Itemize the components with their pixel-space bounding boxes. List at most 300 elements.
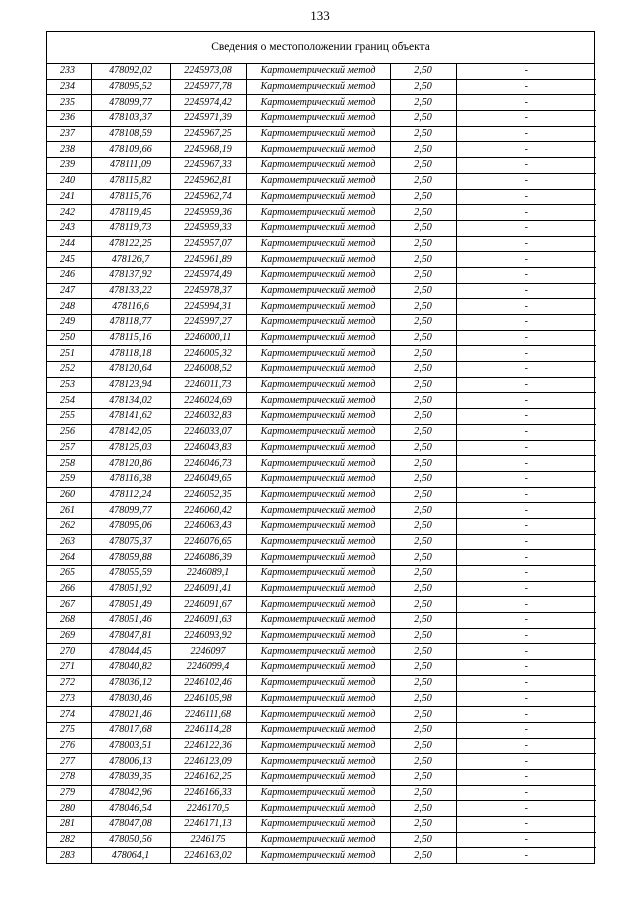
accuracy-cell: 2,50 [390,722,456,738]
point-number-cell: 237 [47,126,91,142]
point-number-cell: 267 [47,597,91,613]
x-coordinate-cell: 478051,49 [91,597,170,613]
accuracy-cell: 2,50 [390,534,456,550]
method-cell: Картометрический метод [246,79,390,95]
method-cell: Картометрический метод [246,817,390,833]
accuracy-cell: 2,50 [390,283,456,299]
point-number-cell: 235 [47,95,91,111]
accuracy-cell: 2,50 [390,173,456,189]
y-coordinate-cell: 2246049,65 [170,471,246,487]
accuracy-cell: 2,50 [390,487,456,503]
method-cell: Картометрический метод [246,95,390,111]
table-row [47,566,596,582]
table-row [47,142,596,158]
table-title: Сведения о местоположении границ объекта [47,32,594,64]
description-cell: - [456,597,596,613]
x-coordinate-cell: 478047,81 [91,628,170,644]
description-cell: - [456,785,596,801]
y-coordinate-cell: 2245957,07 [170,236,246,252]
description-cell: - [456,220,596,236]
accuracy-cell: 2,50 [390,613,456,629]
accuracy-cell: 2,50 [390,644,456,660]
x-coordinate-cell: 478095,52 [91,79,170,95]
y-coordinate-cell: 2246060,42 [170,503,246,519]
accuracy-cell: 2,50 [390,518,456,534]
point-number-cell: 251 [47,346,91,362]
description-cell: - [456,252,596,268]
point-number-cell: 258 [47,456,91,472]
accuracy-cell: 2,50 [390,471,456,487]
table-row [47,267,596,283]
description-cell: - [456,707,596,723]
point-number-cell: 233 [47,64,91,79]
accuracy-cell: 2,50 [390,707,456,723]
description-cell: - [456,126,596,142]
method-cell: Картометрический метод [246,628,390,644]
x-coordinate-cell: 478120,64 [91,362,170,378]
x-coordinate-cell: 478099,77 [91,503,170,519]
method-cell: Картометрический метод [246,785,390,801]
point-number-cell: 255 [47,409,91,425]
y-coordinate-cell: 2246175 [170,832,246,848]
method-cell: Картометрический метод [246,440,390,456]
point-number-cell: 252 [47,362,91,378]
y-coordinate-cell: 2245967,25 [170,126,246,142]
description-cell: - [456,832,596,848]
accuracy-cell: 2,50 [390,566,456,582]
method-cell: Картометрический метод [246,252,390,268]
method-cell: Картометрический метод [246,220,390,236]
accuracy-cell: 2,50 [390,205,456,221]
table-row [47,817,596,833]
point-number-cell: 279 [47,785,91,801]
description-cell: - [456,754,596,770]
method-cell: Картометрический метод [246,330,390,346]
boundary-table-sheet [46,31,595,864]
y-coordinate-cell: 2246008,52 [170,362,246,378]
point-number-cell: 253 [47,377,91,393]
table-row [47,722,596,738]
method-cell: Картометрический метод [246,424,390,440]
description-cell: - [456,79,596,95]
y-coordinate-cell: 2246000,11 [170,330,246,346]
description-cell: - [456,267,596,283]
x-coordinate-cell: 478137,92 [91,267,170,283]
method-cell: Картометрический метод [246,801,390,817]
y-coordinate-cell: 2246032,83 [170,409,246,425]
accuracy-cell: 2,50 [390,440,456,456]
point-number-cell: 260 [47,487,91,503]
point-number-cell: 280 [47,801,91,817]
point-number-cell: 264 [47,550,91,566]
point-number-cell: 276 [47,738,91,754]
point-number-cell: 262 [47,518,91,534]
x-coordinate-cell: 478095,06 [91,518,170,534]
description-cell: - [456,487,596,503]
y-coordinate-cell: 2246076,65 [170,534,246,550]
table-row [47,628,596,644]
y-coordinate-cell: 2245967,33 [170,158,246,174]
table-row [47,220,596,236]
y-coordinate-cell: 2246033,07 [170,424,246,440]
method-cell: Картометрический метод [246,675,390,691]
x-coordinate-cell: 478055,59 [91,566,170,582]
x-coordinate-cell: 478115,16 [91,330,170,346]
point-number-cell: 247 [47,283,91,299]
description-cell: - [456,330,596,346]
x-coordinate-cell: 478142,05 [91,424,170,440]
y-coordinate-cell: 2245997,27 [170,315,246,331]
table-row [47,471,596,487]
y-coordinate-cell: 2246163,02 [170,848,246,863]
method-cell: Картометрический метод [246,315,390,331]
y-coordinate-cell: 2245971,39 [170,111,246,127]
point-number-cell: 277 [47,754,91,770]
method-cell: Картометрический метод [246,346,390,362]
description-cell: - [456,566,596,582]
table-row [47,644,596,660]
method-cell: Картометрический метод [246,189,390,205]
table-row [47,79,596,95]
point-number-cell: 246 [47,267,91,283]
accuracy-cell: 2,50 [390,158,456,174]
y-coordinate-cell: 2246093,92 [170,628,246,644]
table-row [47,848,596,863]
point-number-cell: 269 [47,628,91,644]
y-coordinate-cell: 2246086,39 [170,550,246,566]
accuracy-cell: 2,50 [390,675,456,691]
table-row [47,111,596,127]
description-cell: - [456,424,596,440]
table-row [47,738,596,754]
accuracy-cell: 2,50 [390,597,456,613]
table-row [47,613,596,629]
table-row [47,236,596,252]
method-cell: Картометрический метод [246,267,390,283]
point-number-cell: 266 [47,581,91,597]
accuracy-cell: 2,50 [390,456,456,472]
method-cell: Картометрический метод [246,487,390,503]
accuracy-cell: 2,50 [390,126,456,142]
description-cell: - [456,691,596,707]
description-cell: - [456,440,596,456]
table-row [47,769,596,785]
table-row [47,707,596,723]
x-coordinate-cell: 478051,46 [91,613,170,629]
y-coordinate-cell: 2246114,28 [170,722,246,738]
method-cell: Картометрический метод [246,769,390,785]
accuracy-cell: 2,50 [390,79,456,95]
point-number-cell: 281 [47,817,91,833]
point-number-cell: 283 [47,848,91,863]
y-coordinate-cell: 2246024,69 [170,393,246,409]
x-coordinate-cell: 478126,7 [91,252,170,268]
accuracy-cell: 2,50 [390,142,456,158]
table-row [47,377,596,393]
table-row [47,550,596,566]
point-number-cell: 257 [47,440,91,456]
table-row [47,346,596,362]
y-coordinate-cell: 2246046,73 [170,456,246,472]
accuracy-cell: 2,50 [390,346,456,362]
y-coordinate-cell: 2246099,4 [170,660,246,676]
y-coordinate-cell: 2245959,36 [170,205,246,221]
method-cell: Картометрический метод [246,613,390,629]
x-coordinate-cell: 478064,1 [91,848,170,863]
x-coordinate-cell: 478099,77 [91,95,170,111]
method-cell: Картометрический метод [246,738,390,754]
table-row [47,534,596,550]
table-row [47,409,596,425]
table-row [47,283,596,299]
table-row [47,691,596,707]
x-coordinate-cell: 478044,45 [91,644,170,660]
y-coordinate-cell: 2246171,13 [170,817,246,833]
method-cell: Картометрический метод [246,111,390,127]
method-cell: Картометрический метод [246,691,390,707]
y-coordinate-cell: 2246097 [170,644,246,660]
table-row [47,440,596,456]
accuracy-cell: 2,50 [390,220,456,236]
point-number-cell: 238 [47,142,91,158]
x-coordinate-cell: 478118,18 [91,346,170,362]
point-number-cell: 265 [47,566,91,582]
method-cell: Картометрический метод [246,503,390,519]
description-cell: - [456,283,596,299]
point-number-cell: 256 [47,424,91,440]
description-cell: - [456,738,596,754]
description-cell: - [456,503,596,519]
method-cell: Картометрический метод [246,707,390,723]
point-number-cell: 261 [47,503,91,519]
point-number-cell: 275 [47,722,91,738]
description-cell: - [456,189,596,205]
y-coordinate-cell: 2246105,98 [170,691,246,707]
y-coordinate-cell: 2245978,37 [170,283,246,299]
description-cell: - [456,471,596,487]
table-row [47,205,596,221]
x-coordinate-cell: 478116,38 [91,471,170,487]
table-row [47,597,596,613]
y-coordinate-cell: 2246166,33 [170,785,246,801]
x-coordinate-cell: 478115,76 [91,189,170,205]
table-row [47,173,596,189]
x-coordinate-cell: 478003,51 [91,738,170,754]
accuracy-cell: 2,50 [390,362,456,378]
table-row [47,581,596,597]
y-coordinate-cell: 2246011,73 [170,377,246,393]
table-row [47,330,596,346]
x-coordinate-cell: 478141,62 [91,409,170,425]
method-cell: Картометрический метод [246,754,390,770]
accuracy-cell: 2,50 [390,817,456,833]
table-row [47,785,596,801]
method-cell: Картометрический метод [246,362,390,378]
point-number-cell: 249 [47,315,91,331]
y-coordinate-cell: 2246102,46 [170,675,246,691]
x-coordinate-cell: 478134,02 [91,393,170,409]
accuracy-cell: 2,50 [390,267,456,283]
x-coordinate-cell: 478122,25 [91,236,170,252]
x-coordinate-cell: 478123,94 [91,377,170,393]
point-number-cell: 245 [47,252,91,268]
method-cell: Картометрический метод [246,64,390,79]
table-row [47,487,596,503]
y-coordinate-cell: 2246170,5 [170,801,246,817]
y-coordinate-cell: 2245974,42 [170,95,246,111]
x-coordinate-cell: 478006,13 [91,754,170,770]
x-coordinate-cell: 478125,03 [91,440,170,456]
point-number-cell: 241 [47,189,91,205]
description-cell: - [456,550,596,566]
method-cell: Картометрический метод [246,471,390,487]
x-coordinate-cell: 478118,77 [91,315,170,331]
accuracy-cell: 2,50 [390,393,456,409]
description-cell: - [456,675,596,691]
point-number-cell: 254 [47,393,91,409]
point-number-cell: 239 [47,158,91,174]
table-row [47,660,596,676]
point-number-cell: 243 [47,220,91,236]
table-row [47,393,596,409]
description-cell: - [456,173,596,189]
y-coordinate-cell: 2245994,31 [170,299,246,315]
table-row [47,64,596,79]
method-cell: Картометрический метод [246,566,390,582]
description-cell: - [456,644,596,660]
description-cell: - [456,64,596,79]
method-cell: Картометрический метод [246,299,390,315]
description-cell: - [456,769,596,785]
x-coordinate-cell: 478021,46 [91,707,170,723]
description-cell: - [456,534,596,550]
x-coordinate-cell: 478030,46 [91,691,170,707]
method-cell: Картометрический метод [246,456,390,472]
x-coordinate-cell: 478112,24 [91,487,170,503]
description-cell: - [456,95,596,111]
table-row [47,754,596,770]
method-cell: Картометрический метод [246,832,390,848]
page-number: 133 [310,8,330,23]
accuracy-cell: 2,50 [390,691,456,707]
accuracy-cell: 2,50 [390,111,456,127]
y-coordinate-cell: 2245977,78 [170,79,246,95]
description-cell: - [456,409,596,425]
accuracy-cell: 2,50 [390,252,456,268]
x-coordinate-cell: 478039,35 [91,769,170,785]
method-cell: Картометрический метод [246,236,390,252]
table-row [47,158,596,174]
table-row [47,456,596,472]
point-number-cell: 244 [47,236,91,252]
method-cell: Картометрический метод [246,158,390,174]
table-row [47,189,596,205]
description-cell: - [456,581,596,597]
y-coordinate-cell: 2245973,08 [170,64,246,79]
description-cell: - [456,722,596,738]
accuracy-cell: 2,50 [390,64,456,79]
x-coordinate-cell: 478116,6 [91,299,170,315]
point-number-cell: 273 [47,691,91,707]
accuracy-cell: 2,50 [390,409,456,425]
x-coordinate-cell: 478040,82 [91,660,170,676]
description-cell: - [456,456,596,472]
y-coordinate-cell: 2246091,63 [170,613,246,629]
method-cell: Картометрический метод [246,597,390,613]
method-cell: Картометрический метод [246,409,390,425]
y-coordinate-cell: 2246089,1 [170,566,246,582]
y-coordinate-cell: 2246005,32 [170,346,246,362]
method-cell: Картометрический метод [246,173,390,189]
y-coordinate-cell: 2245959,33 [170,220,246,236]
method-cell: Картометрический метод [246,581,390,597]
accuracy-cell: 2,50 [390,550,456,566]
point-number-cell: 278 [47,769,91,785]
table-row [47,315,596,331]
point-number-cell: 240 [47,173,91,189]
y-coordinate-cell: 2246162,25 [170,769,246,785]
table-row [47,503,596,519]
description-cell: - [456,660,596,676]
description-cell: - [456,158,596,174]
x-coordinate-cell: 478133,22 [91,283,170,299]
x-coordinate-cell: 478119,45 [91,205,170,221]
table-row [47,518,596,534]
x-coordinate-cell: 478017,68 [91,722,170,738]
accuracy-cell: 2,50 [390,801,456,817]
method-cell: Картометрический метод [246,205,390,221]
point-number-cell: 271 [47,660,91,676]
description-cell: - [456,518,596,534]
x-coordinate-cell: 478108,59 [91,126,170,142]
point-number-cell: 263 [47,534,91,550]
accuracy-cell: 2,50 [390,377,456,393]
table-row [47,95,596,111]
point-number-cell: 282 [47,832,91,848]
point-number-cell: 242 [47,205,91,221]
x-coordinate-cell: 478075,37 [91,534,170,550]
accuracy-cell: 2,50 [390,236,456,252]
accuracy-cell: 2,50 [390,769,456,785]
y-coordinate-cell: 2245962,74 [170,189,246,205]
table-row [47,299,596,315]
method-cell: Картометрический метод [246,126,390,142]
x-coordinate-cell: 478092,02 [91,64,170,79]
description-cell: - [456,393,596,409]
description-cell: - [456,801,596,817]
accuracy-cell: 2,50 [390,424,456,440]
method-cell: Картометрический метод [246,848,390,863]
table-row [47,252,596,268]
method-cell: Картометрический метод [246,518,390,534]
x-coordinate-cell: 478046,54 [91,801,170,817]
x-coordinate-cell: 478111,09 [91,158,170,174]
y-coordinate-cell: 2246043,83 [170,440,246,456]
accuracy-cell: 2,50 [390,299,456,315]
y-coordinate-cell: 2246122,36 [170,738,246,754]
accuracy-cell: 2,50 [390,738,456,754]
description-cell: - [456,848,596,863]
accuracy-cell: 2,50 [390,581,456,597]
x-coordinate-cell: 478051,92 [91,581,170,597]
x-coordinate-cell: 478120,86 [91,456,170,472]
table-row [47,832,596,848]
y-coordinate-cell: 2246052,35 [170,487,246,503]
point-number-cell: 274 [47,707,91,723]
accuracy-cell: 2,50 [390,754,456,770]
y-coordinate-cell: 2245974,49 [170,267,246,283]
method-cell: Картометрический метод [246,393,390,409]
